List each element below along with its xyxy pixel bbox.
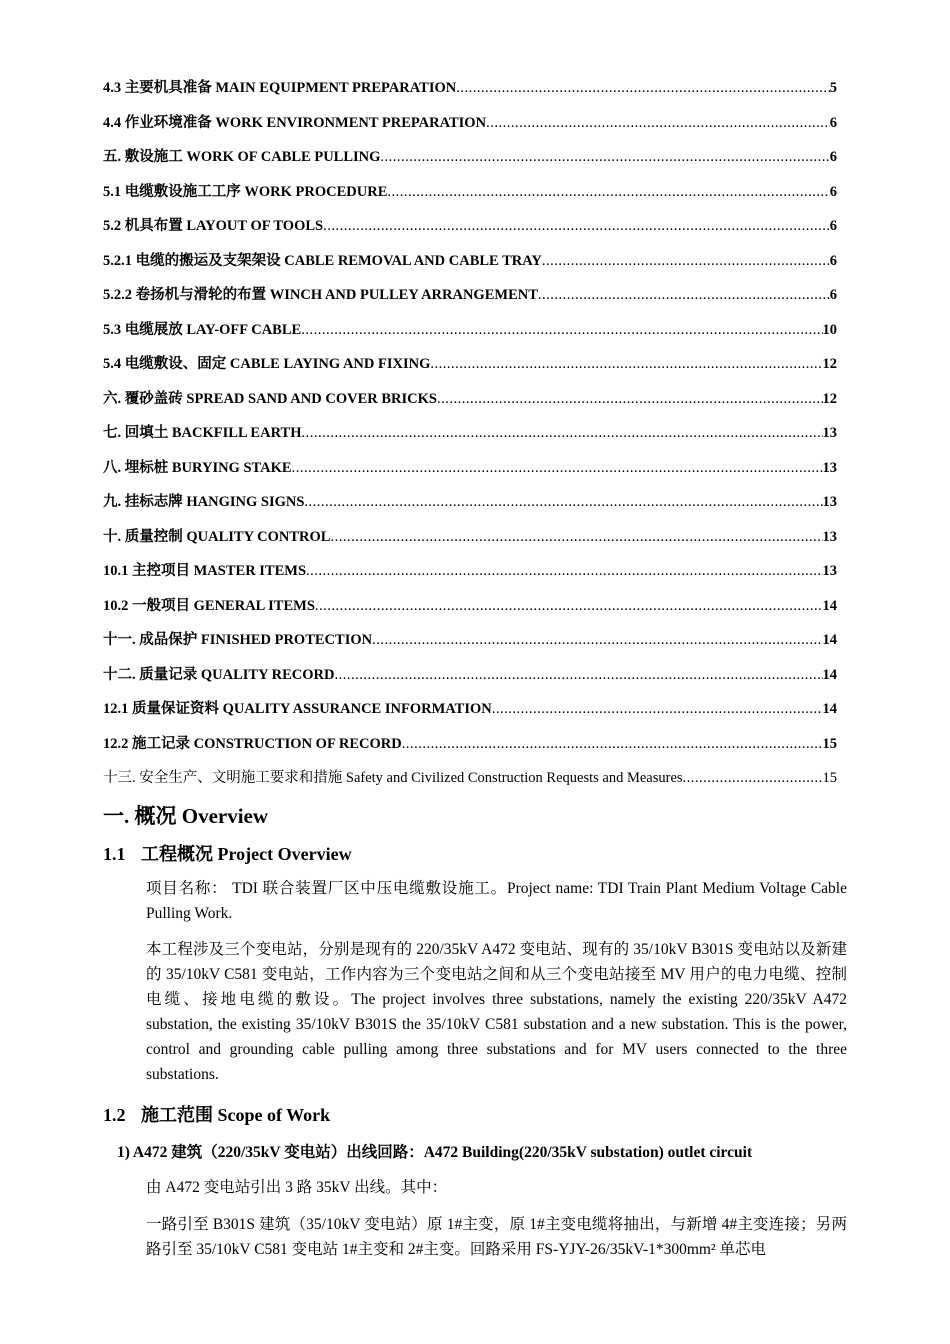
toc-leader-dots bbox=[402, 736, 823, 753]
subsection-number: 1.1 bbox=[103, 844, 126, 864]
list-item-a472-outlet: 1) A472 建筑（220/35kV 变电站）出线回路：A472 Building(220/35kV substation) outlet circuit bbox=[117, 1144, 753, 1161]
toc-leader-dots bbox=[683, 770, 823, 787]
toc-entry-title: 4.4 作业环境准备 WORK ENVIRONMENT PREPARATION bbox=[103, 114, 487, 131]
toc-page-number: 13 bbox=[822, 425, 837, 441]
toc-entry[interactable] bbox=[103, 525, 837, 560]
toc-leader-dots bbox=[437, 391, 823, 408]
toc-entry[interactable] bbox=[103, 628, 837, 663]
toc-page-number: 13 bbox=[822, 528, 837, 545]
toc-entry[interactable] bbox=[103, 732, 837, 767]
toc-leader-dots bbox=[430, 356, 822, 373]
toc-entry[interactable] bbox=[103, 180, 837, 215]
toc-entry-title: 5.2.1 电缆的搬运及支架架设 CABLE REMOVAL AND CABLE TRAY bbox=[103, 252, 542, 269]
toc-entry-title: 10.1 主控项目 MASTER ITEMS bbox=[103, 563, 307, 579]
toc-entry[interactable] bbox=[103, 663, 837, 698]
paragraph-project-description: 本工程涉及三个变电站，分别是现有的 220/35kV A472 变电站、现有的 35/10kV B301S 变电站以及新建的 35/10kV C581 变电站，工作内容为三个变电站之间和从三个变电站接至 MV 用户的电力电缆、控制电缆、接地电缆的敷设。The project involves three substations, namely the existing 220/35kV A472 substation, the existing 35/10kV B301S the 35/10kV C581 substation and a new substation. This is the power, control and grounding cable pulling among three substations and for MV users connected to the three substations. bbox=[146, 941, 847, 1083]
toc-entry-title: 5.2 机具布置 LAYOUT OF TOOLS bbox=[103, 218, 324, 234]
toc-page-number: 6 bbox=[829, 287, 837, 303]
toc-leader-dots bbox=[304, 494, 822, 511]
toc-entry[interactable] bbox=[103, 490, 837, 525]
toc-page-number: 13 bbox=[822, 459, 837, 476]
toc-entry[interactable] bbox=[103, 456, 837, 491]
section-heading-overview: 一. 概况 Overview bbox=[103, 804, 269, 828]
toc-leader-dots bbox=[456, 80, 830, 97]
toc-page-number: 14 bbox=[822, 632, 837, 648]
toc-leader-dots bbox=[538, 287, 830, 304]
toc-page-number: 6 bbox=[829, 252, 837, 269]
toc-entry[interactable] bbox=[103, 283, 837, 318]
toc-leader-dots bbox=[387, 184, 829, 201]
toc-page-number: 15 bbox=[822, 735, 837, 752]
toc-page-number: 13 bbox=[822, 494, 837, 510]
toc-page-number: 6 bbox=[829, 114, 837, 131]
toc-entry-title: 七. 回填土 BACKFILL EARTH bbox=[103, 425, 302, 441]
toc-page-number: 6 bbox=[829, 149, 837, 165]
toc-entry-title: 九. 挂标志牌 HANGING SIGNS bbox=[103, 494, 305, 510]
toc-page-number: 5 bbox=[829, 80, 837, 96]
toc-page-number: 10 bbox=[822, 321, 837, 338]
table-of-contents bbox=[103, 76, 837, 801]
toc-entry[interactable] bbox=[103, 214, 837, 249]
toc-leader-dots bbox=[492, 701, 823, 718]
toc-entry[interactable] bbox=[103, 559, 837, 594]
toc-leader-dots bbox=[334, 667, 822, 684]
toc-page-number: 12 bbox=[822, 356, 837, 372]
subsection-title: 工程概况 Project Overview bbox=[141, 844, 352, 864]
toc-entry[interactable] bbox=[103, 249, 837, 284]
toc-leader-dots bbox=[486, 115, 830, 132]
toc-entry-title: 五. 敷设施工 WORK OF CABLE PULLING bbox=[103, 149, 381, 165]
toc-entry-title: 八. 埋标桩 BURYING STAKE bbox=[103, 459, 292, 476]
toc-entry[interactable] bbox=[103, 76, 837, 111]
toc-page-number: 6 bbox=[829, 183, 837, 200]
toc-entry-title: 4.3 主要机具准备 MAIN EQUIPMENT PREPARATION bbox=[103, 80, 457, 96]
paragraph-project-name: 项目名称： TDI 联合装置厂区中压电缆敷设施工。Project name: TDI Train Plant Medium Voltage Cable Pulling Work. bbox=[146, 880, 847, 922]
toc-page-number: 15 bbox=[822, 770, 837, 786]
toc-entry[interactable] bbox=[103, 387, 837, 422]
toc-page-number: 14 bbox=[822, 701, 837, 717]
toc-entry-title: 5.3 电缆展放 LAY-OFF CABLE bbox=[103, 321, 302, 338]
subsection-heading-scope bbox=[103, 1101, 330, 1127]
toc-entry-title: 十三. 安全生产、文明施工要求和措施 Safety and Civilized Construction Requests and Measures bbox=[103, 770, 683, 786]
toc-leader-dots bbox=[372, 632, 822, 649]
toc-entry[interactable] bbox=[103, 766, 837, 801]
toc-entry-title: 12.2 施工记录 CONSTRUCTION OF RECORD bbox=[103, 735, 402, 752]
toc-entry-title: 十二. 质量记录 QUALITY RECORD bbox=[103, 666, 335, 683]
toc-leader-dots bbox=[542, 253, 830, 270]
toc-leader-dots bbox=[380, 149, 829, 166]
toc-leader-dots bbox=[330, 529, 822, 546]
subsection-heading-project-overview bbox=[103, 840, 352, 866]
toc-entry[interactable] bbox=[103, 421, 837, 456]
paragraph-a472-outlets: 由 A472 变电站引出 3 路 35kV 出线。其中： bbox=[146, 1179, 448, 1196]
toc-leader-dots bbox=[301, 322, 822, 339]
toc-entry-title: 六. 覆砂盖砖 SPREAD SAND AND COVER BRICKS bbox=[103, 390, 437, 407]
toc-entry[interactable] bbox=[103, 145, 837, 180]
toc-entry[interactable] bbox=[103, 594, 837, 629]
subsection-number: 1.2 bbox=[103, 1105, 126, 1125]
toc-entry-title: 十一. 成品保护 FINISHED PROTECTION bbox=[103, 632, 373, 648]
toc-entry-title: 十. 质量控制 QUALITY CONTROL bbox=[103, 528, 331, 545]
paragraph-a472-routing: 一路引至 B301S 建筑（35/10kV 变电站）原 1#主变，原 1#主变电缆将抽出，与新增 4#主变连接；另两路引至 35/10kV C581 变电站 1#主变和 2#主变。回路采用 FS-YJY-26/35kV-1*300mm² 单芯电 bbox=[146, 1216, 847, 1258]
toc-leader-dots bbox=[315, 598, 823, 615]
subsection-title: 施工范围 Scope of Work bbox=[141, 1105, 331, 1125]
toc-entry-title: 5.1 电缆敷设施工工序 WORK PROCEDURE bbox=[103, 183, 388, 200]
toc-page-number: 13 bbox=[822, 563, 837, 579]
toc-page-number: 6 bbox=[829, 218, 837, 234]
toc-leader-dots bbox=[323, 218, 830, 235]
toc-entry[interactable] bbox=[103, 697, 837, 732]
toc-entry-title: 10.2 一般项目 GENERAL ITEMS bbox=[103, 597, 315, 614]
toc-entry-title: 12.1 质量保证资料 QUALITY ASSURANCE INFORMATION bbox=[103, 701, 492, 717]
toc-entry-title: 5.4 电缆敷设、固定 CABLE LAYING AND FIXING bbox=[103, 356, 431, 372]
toc-page-number: 12 bbox=[822, 390, 837, 407]
toc-entry[interactable] bbox=[103, 318, 837, 353]
toc-page-number: 14 bbox=[822, 597, 837, 614]
toc-leader-dots bbox=[292, 460, 823, 477]
toc-leader-dots bbox=[306, 563, 822, 580]
toc-page-number: 14 bbox=[822, 666, 837, 683]
toc-entry[interactable] bbox=[103, 352, 837, 387]
toc-leader-dots bbox=[302, 425, 823, 442]
toc-entry[interactable] bbox=[103, 111, 837, 146]
toc-entry-title: 5.2.2 卷扬机与滑轮的布置 WINCH AND PULLEY ARRANGEMENT bbox=[103, 287, 538, 303]
